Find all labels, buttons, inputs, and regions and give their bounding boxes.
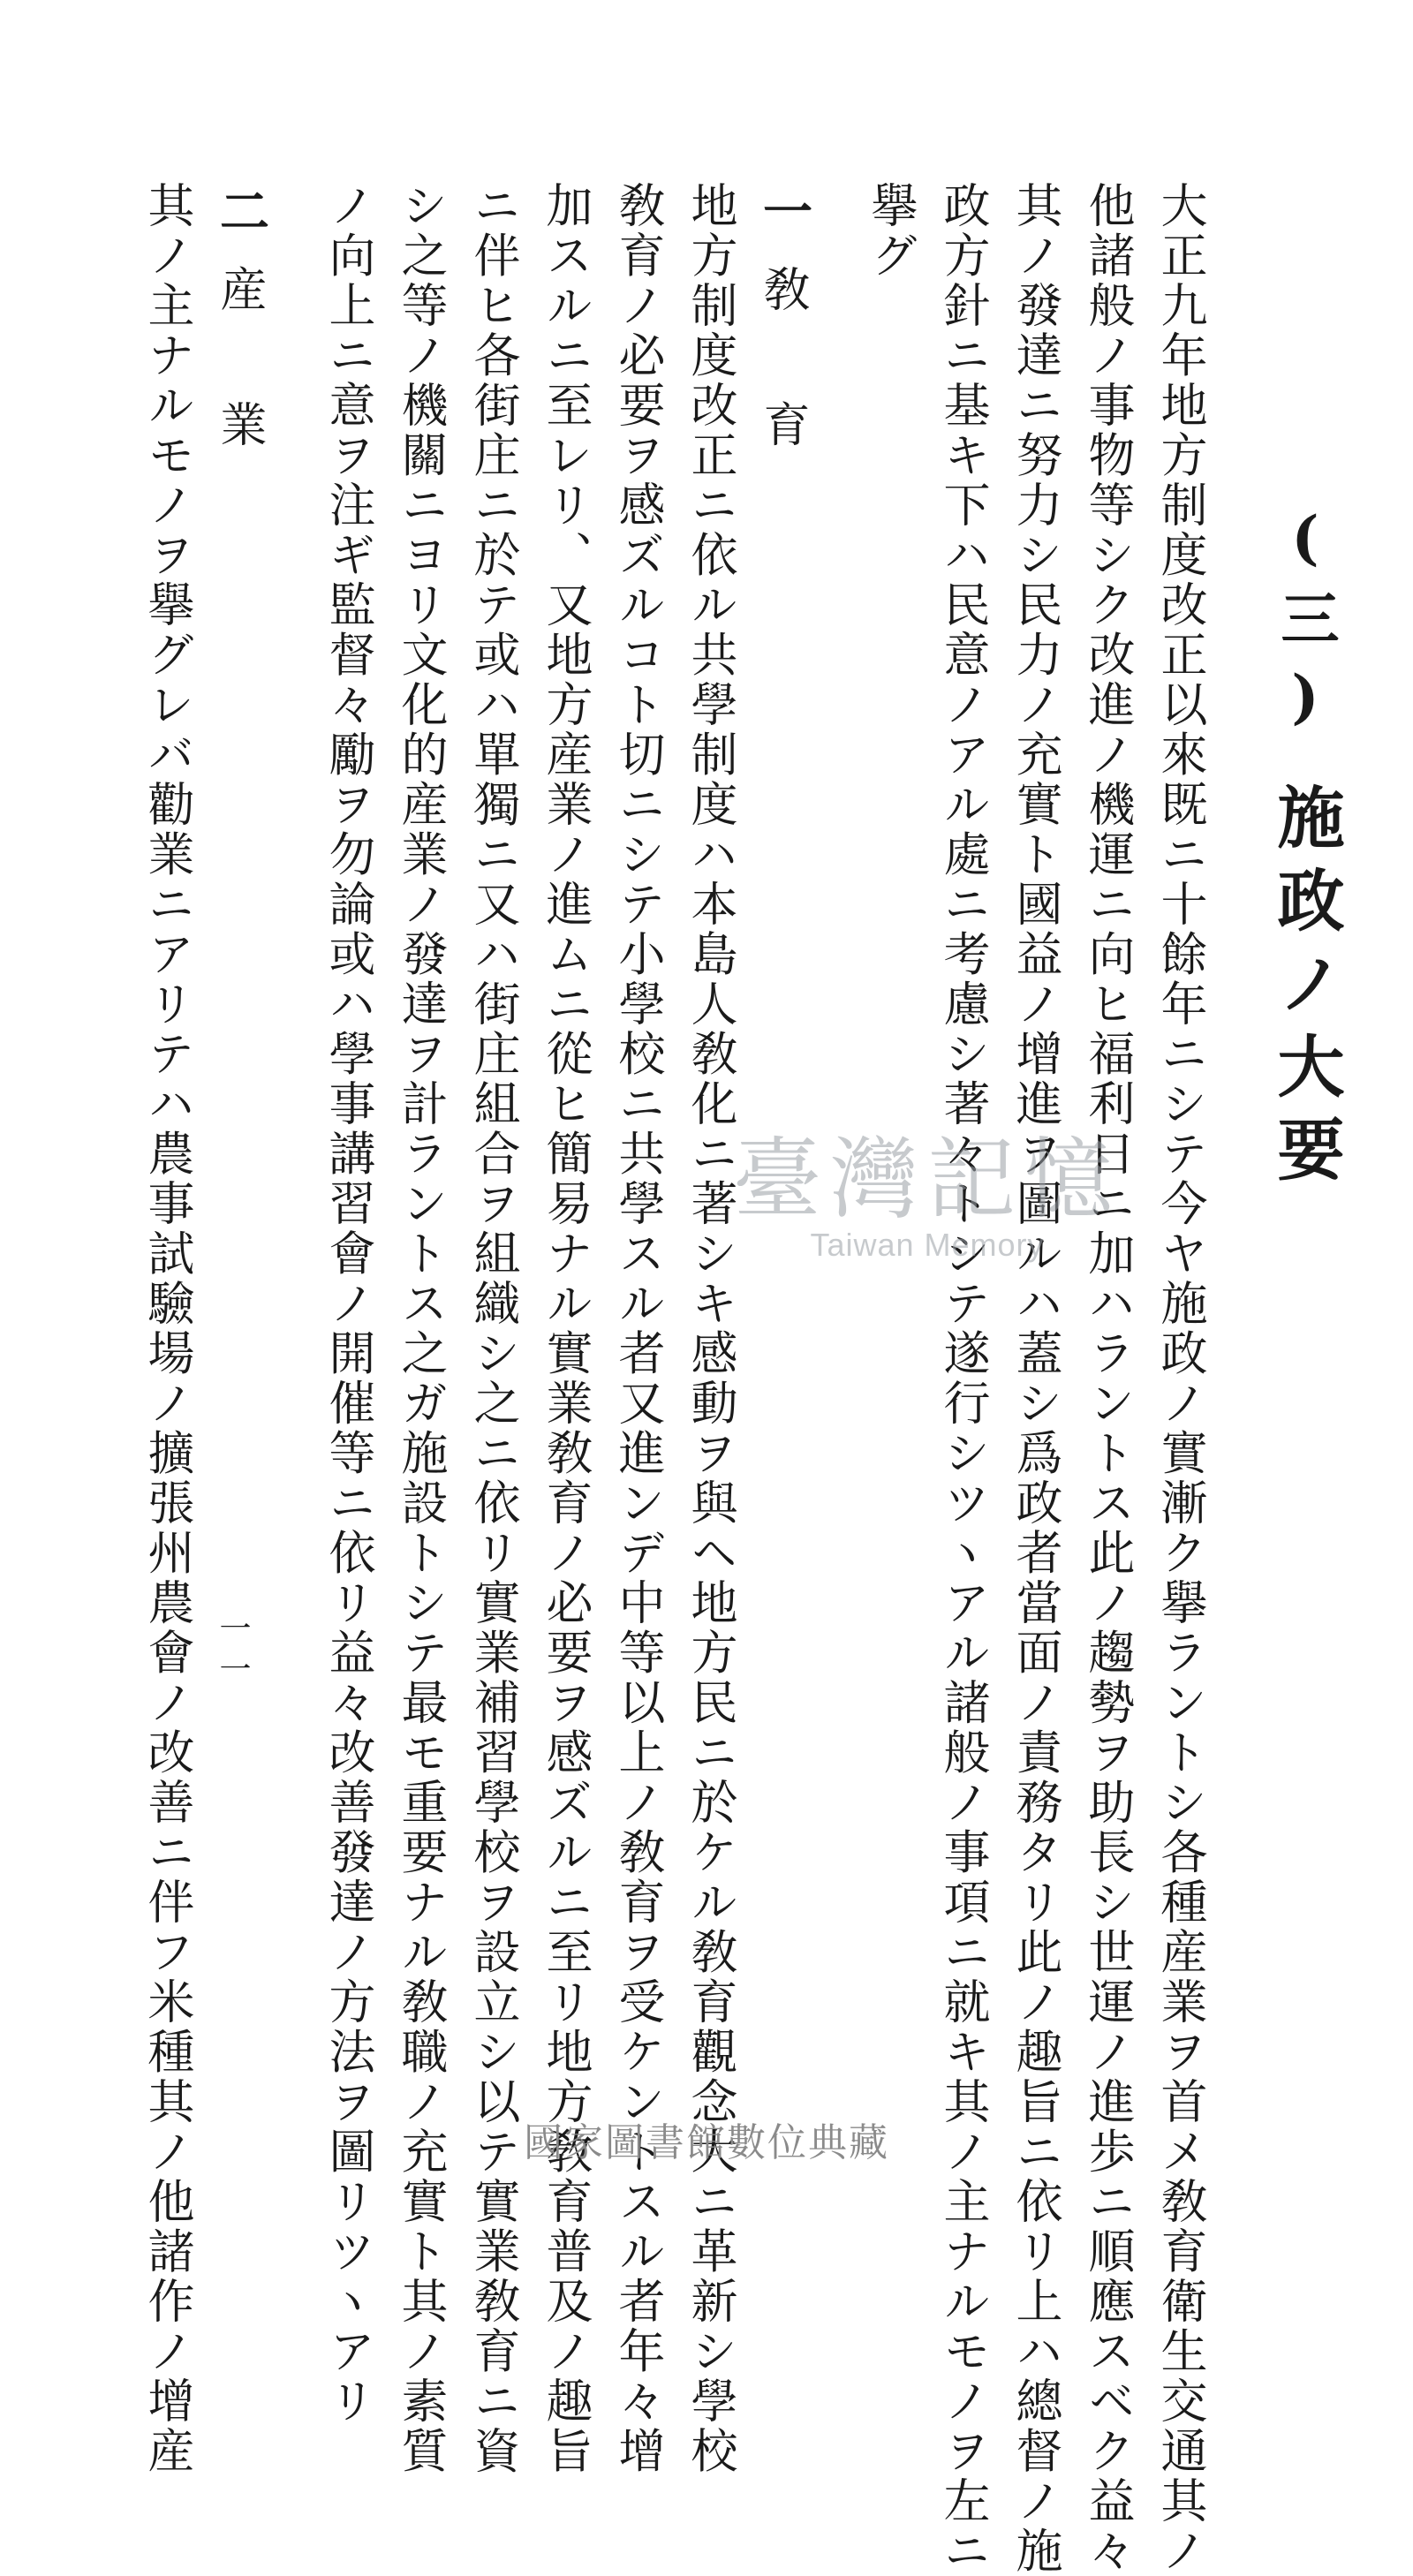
library-mark: 國家圖書館數位典藏 [524, 2120, 889, 2165]
section2-title: 産業 [213, 265, 267, 535]
section1-title: 敎育 [756, 265, 810, 535]
chapter-title-text: 施政ノ大要 [1266, 782, 1345, 1197]
section1-line-1: 地方制度改正ニ依ル共學制度ハ本島人敎化ニ著シキ感動ヲ與ヘ地方民ニ於ケル敎育觀念大ニ革新シ學校 [684, 181, 737, 2476]
intro-line-1: 大正九年地方制度改正以來既ニ十餘年ニシテ今ヤ施政ノ實漸ク擧ラントシ各種産業ヲ首メ敎育衛生交通其ノ [1153, 181, 1207, 2576]
watermark-logo [733, 1108, 1122, 1264]
section1-line-6: ノ向上ニ意ヲ注ギ監督々勵ヲ勿論或ハ學事講習會ノ開催等ニ依リ益々改善發達ノ方法ヲ圖リツヽアリ [321, 181, 375, 2427]
chapter-number: (三) [1271, 503, 1340, 747]
section1-line-3: 加スルニ至レリ、又地方産業ノ進ムニ從ヒ簡易ナル實業敎育ノ必要ヲ感ズルニ至リ地方敎育普及ノ趣旨 [539, 181, 593, 2476]
section2-line-1: 其ノ主ナルモノヲ擧グレバ勸業ニアリテハ農事試驗場ノ擴張州農會ノ改善ニ伴フ米種其ノ他諸作ノ增産 [140, 181, 194, 2476]
section1-line-5: シ之等ノ機關ニヨリ文化的産業ノ發達ヲ計ラントス之ガ施設トシテ最モ重要ナル敎職ノ充實ト其ノ素質 [394, 181, 448, 2476]
section1-number: 一 [755, 185, 813, 235]
section1-line-4: ニ伴ヒ各街庄ニ於テ或ハ單獨ニ又ハ街庄組合ヲ組織シ之ニ依リ實業補習學校ヲ設立シ以テ實業敎育ニ資 [466, 181, 520, 2476]
intro-line-3: 其ノ發達ニ努力シ民力ノ充實ト國益ノ增進ヲ圖ルハ蓋シ爲政者當面ノ責務タリ此ノ趣旨ニ依リ上ハ總督ノ施 [1009, 181, 1062, 2576]
intro-line-5: 擧グ [864, 181, 918, 281]
page-number: 一一 [215, 1612, 251, 1693]
watermark-text: 臺灣記憶 [733, 1128, 1122, 1231]
intro-line-2: 他諸般ノ事物等シク改進ノ機運ニ向ヒ福利日ニ加ハラントス此ノ趨勢ヲ助長シ世運ノ進歩ニ順應スベク益々 [1081, 181, 1135, 2576]
section2-number: 二 [212, 185, 270, 235]
watermark-subtext: Taiwan Memory [810, 1227, 1045, 1263]
intro-line-4: 政方針ニ基キ下ハ民意ノアル處ニ考慮シ著々トシテ遂行シツヽアル諸般ノ事項ニ就キ其ノ主ナルモノヲ左ニ [936, 181, 990, 2576]
section1-line-2: 敎育ノ必要ヲ感ズルコト切ニシテ小學校ニ共學スル者又進ンデ中等以上ノ敎育ヲ受ケントスル者年々增 [611, 181, 665, 2476]
chapter-title [1266, 503, 1345, 1197]
